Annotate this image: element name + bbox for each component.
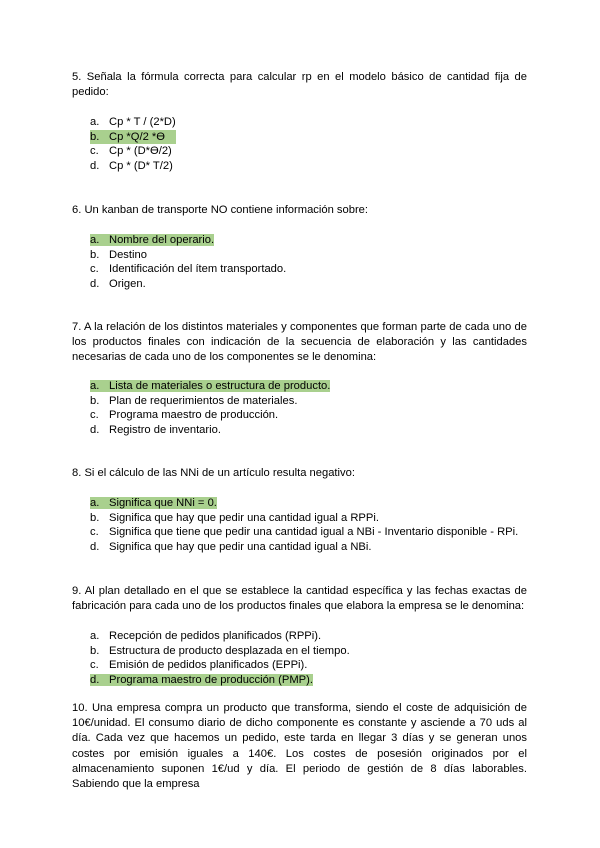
- question-stem: 6. Un kanban de transporte NO contiene información sobre:: [72, 204, 369, 216]
- question-stem: 7. A la relación de los distintos materiales y componentes que forman parte de cada uno de los productos finales con indicación de la secuencia de elaboración y las cantidades necesarias de cada uno de los componentes se le denomina:: [72, 321, 527, 364]
- option-c: c. Significa que tiene que pedir una cantidad igual a NBi - Inventario disponible - RPi.: [90, 526, 519, 539]
- option-a-correct: a. Lista de materiales o estructura de producto.: [90, 380, 331, 392]
- option-b: b. Plan de requerimientos de materiales.: [90, 394, 298, 407]
- option-b: b. Estructura de producto desplazada en el tiempo.: [90, 644, 350, 657]
- option-d: d. Cp * (D* T/2): [90, 160, 173, 173]
- option-d-correct: d. Programa maestro de producción (PMP).: [90, 674, 313, 687]
- question-8: [72, 466, 527, 554]
- question-6: [72, 203, 527, 291]
- options-list: [90, 496, 518, 555]
- option-d: d. Registro de inventario.: [90, 424, 221, 437]
- options-list: [90, 115, 176, 174]
- option-a: a. Recepción de pedidos planificados (RPPi).: [90, 630, 322, 642]
- question-7: [72, 320, 527, 437]
- option-b-correct: b. Cp *Q/2 *Ɵ: [90, 130, 176, 145]
- options-list: [90, 629, 350, 688]
- option-d: d. Origen.: [90, 278, 146, 291]
- question-stem: 10. Una empresa compra un producto que transforma, siendo el coste de adquisición de 10€/unidad. El consumo diario de dicho componente es constante y asciende a 70 uds al día. Cada vez que hacemos un pedido, este tarda en llegar 3 días y se generan unos costes por emisión iguales a 140€. Los costes de posesión originados por el almacenamiento suponen 1€/ud y día. El periodo de gestión de 8 días laborables. Sabiendo que la empresa: [72, 702, 527, 791]
- option-c: c. Emisión de pedidos planificados (EPPi).: [90, 659, 308, 672]
- option-c: c. Identificación del ítem transportado.: [90, 263, 287, 276]
- option-c: c. Programa maestro de producción.: [90, 409, 279, 422]
- option-c: c. Cp * (D*Ɵ/2): [90, 145, 172, 158]
- question-stem: 5. Señala la fórmula correcta para calcular rp en el modelo básico de cantidad fija de pedido:: [72, 71, 527, 99]
- options-list: [90, 233, 286, 292]
- option-a-correct: a. Significa que NNi = 0.: [90, 497, 217, 509]
- option-a-correct: a. Nombre del operario.: [90, 234, 215, 246]
- question-stem: 9. Al plan detallado en el que se establece la cantidad específica y las fechas exactas de fabricación para cada uno de los productos finales que elabora la empresa se le denomina:: [72, 585, 527, 613]
- question-9: [72, 584, 527, 687]
- question-5: [72, 70, 527, 173]
- question-10: [72, 701, 527, 792]
- question-stem: 8. Si el cálculo de las NNi de un artículo resulta negativo:: [72, 467, 355, 479]
- option-a: a. Cp * T / (2*D): [90, 116, 176, 128]
- options-list: [90, 379, 330, 438]
- option-b: b. Destino: [90, 248, 147, 261]
- option-b: b. Significa que hay que pedir una cantidad igual a RPPi.: [90, 511, 379, 524]
- option-d: d. Significa que hay que pedir una cantidad igual a NBi.: [90, 541, 372, 554]
